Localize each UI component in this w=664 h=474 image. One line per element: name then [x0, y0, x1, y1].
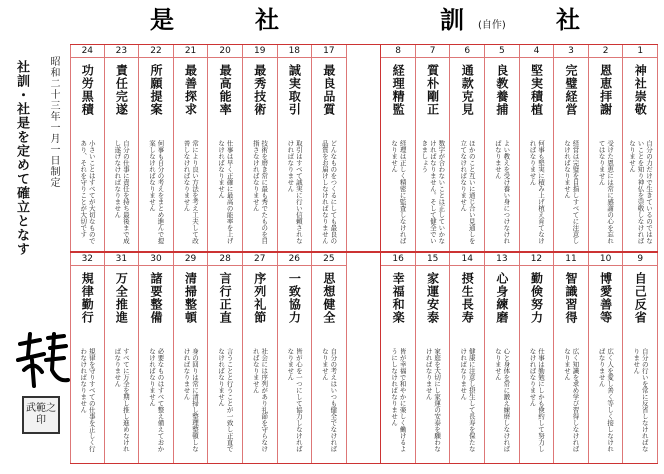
purpose-statement: 社訓・社是を定めて確立となす	[14, 60, 29, 256]
precept-explanation: 皆が幸福で和やかに楽しく働けるようにしなければなりません	[390, 348, 407, 452]
precept-motto: 最良品質	[321, 64, 336, 116]
precept-explanation: 自分の考えはいつも健全でなければなりません	[320, 348, 338, 452]
precept-number: 22	[139, 45, 173, 58]
precept-motto: 最秀技術	[252, 64, 267, 116]
precept-cell	[416, 253, 451, 463]
precept-explanation: 言うことと行うことが一致し正直でなければなりません	[217, 348, 234, 452]
precept-cell	[554, 45, 589, 251]
precept-cell	[139, 253, 174, 463]
precept-number: 11	[554, 253, 588, 266]
precept-cell	[485, 45, 520, 251]
precept-explanation: 取引はすべて誠実に行い信頼されなければなりません	[286, 140, 303, 244]
precept-explanation: 自分の力だけで生きているのではないことを知り神仏を崇敬しなければなりません	[627, 140, 653, 244]
precept-motto: 諸要整備	[148, 272, 163, 324]
precept-motto: 摂生長寿	[460, 272, 475, 324]
title-char-sha-right: 社	[556, 5, 580, 34]
precept-number: 13	[485, 253, 519, 266]
precept-cell	[174, 45, 209, 251]
precept-cell	[623, 253, 658, 463]
signature	[14, 330, 70, 390]
precept-cell	[105, 45, 140, 251]
precept-cell	[520, 45, 555, 251]
precept-motto: 堅実積植	[529, 64, 544, 116]
precept-explanation: よい教えを受け養い身につけなければなりません	[493, 140, 511, 244]
precept-explanation: 規律を守りすべての仕事を正しく行わなければなりません	[79, 348, 96, 452]
precept-explanation: 数字が合わないことは正していかなければなりません。そして健全でいきましょう	[420, 140, 446, 244]
precept-motto: 経理精監	[391, 64, 406, 116]
precept-number: 28	[208, 253, 242, 266]
precept-cell	[278, 253, 313, 463]
precept-explanation: ほかのこと互いに通じ合い見通しを立てなければなりません	[459, 140, 476, 244]
precept-explanation: すべてに万全を期し推し進めなければなりません	[113, 348, 130, 452]
precept-explanation: 身の回りは常に清掃し整理整頓しなければなりません	[182, 348, 200, 452]
precept-cell	[381, 45, 416, 251]
precept-number: 10	[589, 253, 623, 266]
precept-motto: 最善探求	[183, 64, 198, 116]
precept-cell	[589, 253, 624, 463]
precept-number: 8	[381, 45, 415, 58]
precept-number: 20	[208, 45, 242, 58]
precept-motto: 質朴剛正	[425, 64, 440, 116]
precept-explanation: 仕事は勤勉にしかも倹約して努力しなければなりません	[528, 348, 545, 452]
top-precepts-row	[70, 44, 658, 252]
precept-explanation: 広く知識を求め学び習得しなければなりません	[563, 348, 580, 452]
precept-number: 21	[174, 45, 208, 58]
precept-number: 32	[71, 253, 104, 266]
precept-number: 12	[520, 253, 554, 266]
precept-motto: 神社崇敬	[633, 64, 648, 116]
precept-cell	[208, 253, 243, 463]
precept-number: 6	[450, 45, 484, 58]
center-divider	[347, 45, 382, 251]
precept-cell	[70, 253, 105, 463]
precept-explanation: 必要なものはすべて整え備えておかなければなりません	[147, 348, 165, 452]
precept-number: 25	[312, 253, 346, 266]
precept-motto: 心身練磨	[494, 272, 509, 324]
precept-number: 5	[485, 45, 519, 58]
precept-explanation: 家庭を大切にし家運の安泰を願わなければなりません	[424, 348, 442, 452]
precept-number: 1	[623, 45, 657, 58]
precept-motto: 智識習得	[564, 272, 579, 324]
precept-motto: 通款克見	[460, 64, 475, 116]
precept-motto: 完璧経営	[564, 64, 579, 116]
precept-number: 24	[71, 45, 104, 58]
precept-number: 18	[278, 45, 312, 58]
precept-cell	[554, 253, 589, 463]
precept-explanation: 健康に注意し摂生して長寿を保たなければなりません	[459, 348, 476, 452]
precept-motto: 功労黒積	[80, 64, 95, 116]
precept-number: 3	[554, 45, 588, 58]
precept-cell	[485, 253, 520, 463]
precept-explanation: 受けた恩恵には常に感謝の心を忘れてはなりません	[597, 140, 615, 244]
precept-cell	[623, 45, 658, 251]
title-char-sha-left: 社	[255, 5, 279, 34]
precept-number: 7	[416, 45, 450, 58]
precept-explanation: 常により良い方法を考え工夫して改善しなければなりません	[182, 140, 200, 244]
precept-motto: 良教養捕	[494, 64, 509, 116]
precept-cell	[450, 45, 485, 251]
precept-motto: 家運安泰	[425, 272, 440, 324]
seal-stamp: 武範之印	[22, 396, 60, 434]
precept-number: 15	[416, 253, 450, 266]
precept-explanation: 心と身体を常に鍛え練磨しなければなりません	[493, 348, 511, 452]
precept-number: 9	[623, 253, 657, 266]
title-char-ze: 是	[150, 5, 174, 34]
precept-cell	[105, 253, 140, 463]
precept-motto: 一致協力	[287, 272, 302, 324]
precept-motto: 最高能率	[218, 64, 233, 116]
precept-cell	[139, 45, 174, 251]
precept-explanation: 経営は完璧を目指しすべてに注意しなければなりません	[563, 140, 580, 244]
precept-number: 23	[105, 45, 139, 58]
precept-motto: 誠実取引	[287, 64, 302, 116]
precept-explanation: 小さいことはすべてが大切なものであり、それを守りことが大切です	[79, 140, 96, 244]
precept-motto: 幸福和楽	[391, 272, 406, 324]
precept-number: 30	[139, 253, 173, 266]
precept-motto: 規律勤行	[80, 272, 95, 324]
precept-explanation: どんなものをつくるにしても最良の品質をお届けしなければなりません	[320, 140, 338, 244]
precept-cell	[589, 45, 624, 251]
precept-explanation: 広く人を愛し善く等しく接しなければなりません	[597, 348, 615, 452]
title-char-kun: 訓	[440, 5, 464, 34]
precept-number: 29	[174, 253, 208, 266]
established-date: 昭和二十三年一月一日制定	[48, 56, 59, 188]
precept-explanation: 社会には序列があり礼節を守らなければなりません	[251, 348, 269, 452]
precept-cell	[312, 45, 347, 251]
precept-number: 4	[520, 45, 554, 58]
precept-cell	[174, 253, 209, 463]
precept-cell	[520, 253, 555, 463]
precept-motto: 序列礼節	[252, 272, 267, 324]
precept-cell	[243, 45, 278, 251]
precept-explanation: 何事も堅実に積み上げ植え育てなければなりません	[528, 140, 545, 244]
precept-number: 31	[105, 253, 139, 266]
precept-cell	[278, 45, 313, 251]
precept-motto: 責任完遂	[114, 64, 129, 116]
precept-cell	[243, 253, 278, 463]
precept-explanation: 皆が心を一つにして協力しなければなりません	[286, 348, 303, 452]
precept-cell	[208, 45, 243, 251]
precept-motto: 博愛善等	[598, 272, 613, 324]
precept-explanation: 自分の行いを常に反省しなければなりません	[632, 348, 649, 452]
precept-number: 27	[243, 253, 277, 266]
precept-motto: 勤倹努力	[529, 272, 544, 324]
precept-cell	[70, 45, 105, 251]
precept-number: 14	[450, 253, 484, 266]
precept-explanation: 自分の仕事に責任を持ち最後まで成し遂げなければなりません	[113, 140, 130, 244]
precept-cell	[312, 253, 347, 463]
precept-explanation: 経理は正しく精密に監査しなければなりません	[390, 140, 407, 244]
precept-motto: 恩恵拝謝	[598, 64, 613, 116]
precept-number: 17	[312, 45, 346, 58]
precept-cell	[450, 253, 485, 463]
precept-motto: 万全推進	[114, 272, 129, 324]
precept-number: 16	[381, 253, 415, 266]
precept-motto: 言行正直	[218, 272, 233, 324]
precept-explanation: 何事も自分の考えをまとめ進んで提案しなければなりません	[147, 140, 165, 244]
precept-explanation: 仕事は早く正確に最高の能率を上げなければなりません	[217, 140, 234, 244]
precept-motto: 清掃整頓	[183, 272, 198, 324]
precept-cell	[416, 45, 451, 251]
precept-motto: 自己反省	[633, 272, 648, 324]
precept-motto: 思想健全	[321, 272, 336, 324]
precept-explanation: 技術を磨き常に最も秀でたものを目指さなければなりません	[251, 140, 269, 244]
bottom-precepts-row	[70, 252, 658, 464]
center-divider	[347, 253, 382, 463]
precept-motto: 所願提案	[148, 64, 163, 116]
precept-number: 2	[589, 45, 623, 58]
precept-number: 26	[278, 253, 312, 266]
author-note: (自作)	[478, 20, 506, 31]
precept-cell	[381, 253, 416, 463]
precept-number: 19	[243, 45, 277, 58]
